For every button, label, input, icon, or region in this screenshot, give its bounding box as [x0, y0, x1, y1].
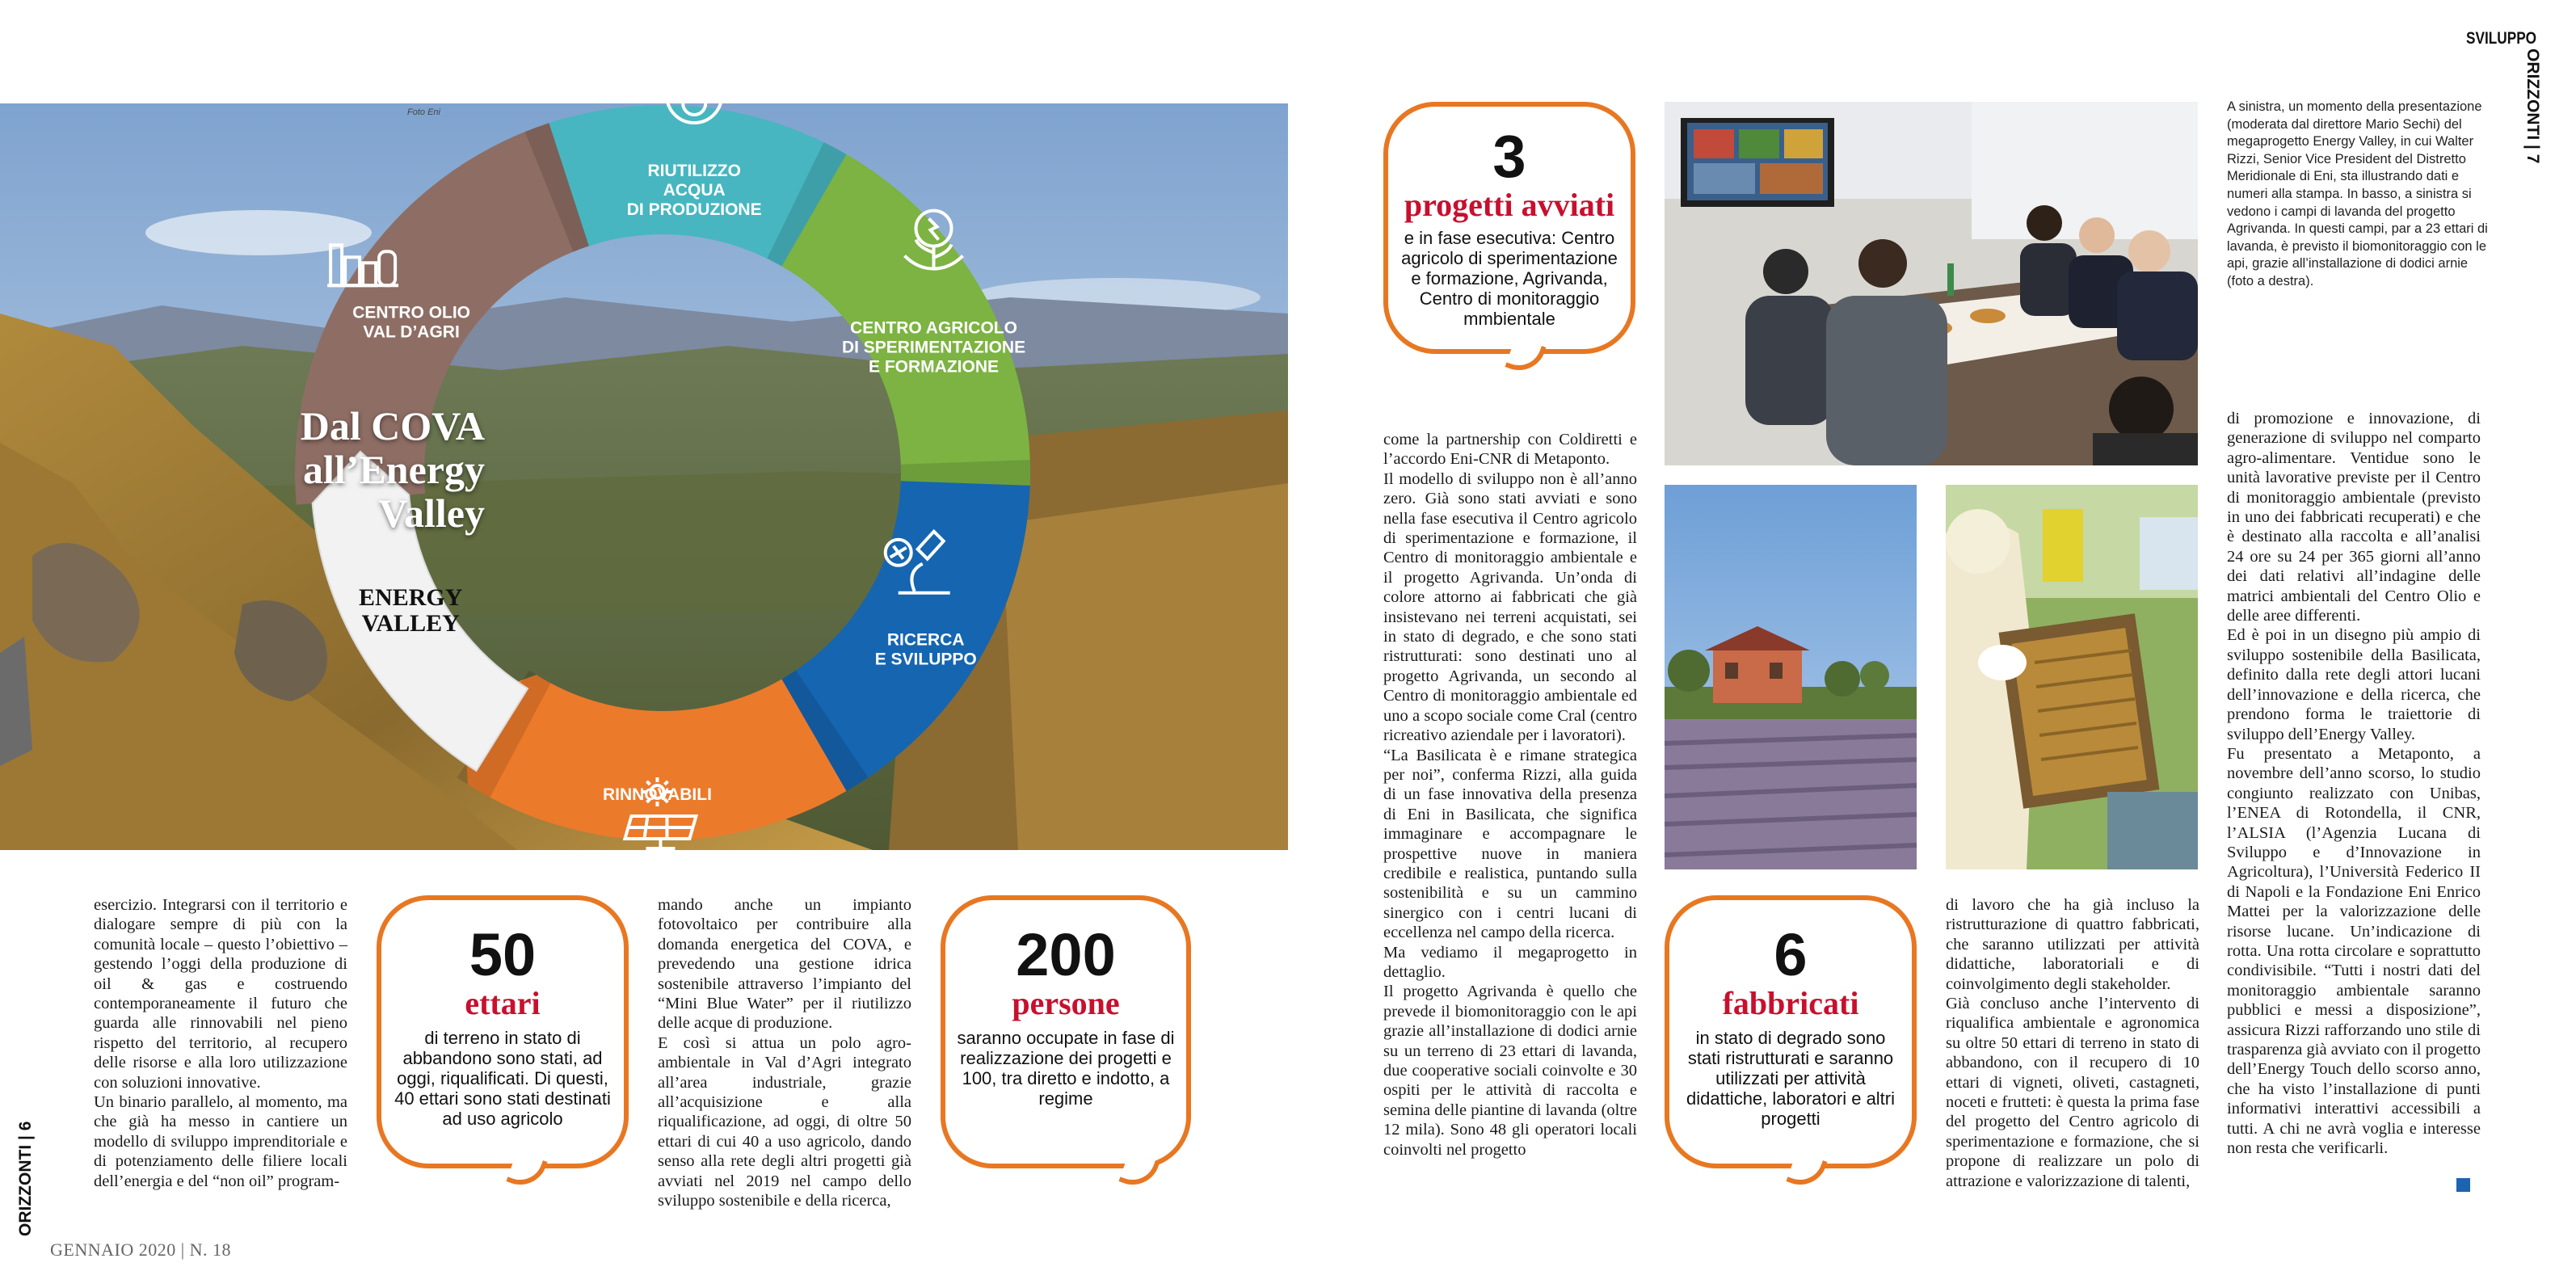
beehive-photo: [1946, 485, 2198, 869]
paragraph: di lavoro che ha già incluso la ristrutturazione di quattro fabbricati, che saranno utilizzati per attività didattiche, laboratoriali e di coinvolgimento degli stakeholder.: [1946, 896, 2199, 993]
cycle-label-cova: VAL D’AGRI: [363, 322, 460, 342]
callout-progetti-number: 3: [1492, 123, 1526, 190]
lavender-photo: [1665, 485, 1917, 869]
text-column-1: [94, 895, 347, 1191]
text-column-5: [2227, 409, 2481, 1158]
callout-tail: [506, 1151, 547, 1192]
cycle-label-energy: VALLEY: [361, 610, 460, 637]
callout-persone-text: saranno occupate in fase di realizzazione dei progetti e 100, tra diretto e indotto, a regime: [957, 1028, 1175, 1109]
infographic-title-line2: all’Energy Valley: [303, 447, 485, 536]
callout-ettari-text: di terreno in stato di abbandono sono stati, ad oggi, riqualificati. Di questi, 40 ettari sono stati destinati ad uso agricolo: [394, 1028, 611, 1129]
paragraph: Un binario parallelo, al momento, ma che già ha messo in cantiere un modello di sviluppo imprenditoriale e di potenziamento delle filiere locali dell’energia e del “non oil” program-: [94, 1093, 347, 1190]
callout-fabbricati-text: in stato di degrado sono stati ristrutturati e saranno utilizzati per attività didattiche, laboratori e altri progetti: [1686, 1028, 1896, 1129]
cycle-label-water: RIUTILIZZO: [647, 162, 741, 181]
paragraph: Il progetto Agrivanda è quello che prevede il biomonitoraggio con le api grazie all’installazione di dodici arnie su un terreno di 23 ettari di lavanda, due cooperative sociali coinvolte e 30 ospiti per le attività di raccolta e semina delle piantine di lavanda (oltre 12 mila). Sono 48 gli operatori locali coinvolti nel progetto: [1383, 983, 1637, 1159]
paragraph: esercizio. Integrarsi con il territorio e dialogare sempre di più con la comunità locale – questo l’obiettivo – gestendo l’oggi della produzione di oil & gas e costruendo contemporaneamente il futuro che guarda alle rinnovabili nel pieno rispetto del territorio, al recupero delle risorse e alla loro utilizzazione con soluzioni innovative.: [94, 896, 347, 1092]
callout-tail: [1505, 336, 1546, 377]
paragraph: Ed è poi in un disegno più ampio di sviluppo sostenibile della Basilicata, definito dalla rete degli attori lucani dell’innovazione e della ricerca, che prendono forma le traiettorie di sviluppo dell’Energy Valley.: [2227, 626, 2481, 743]
text-column-2: [658, 895, 911, 1211]
photo-credit: Foto Eni: [407, 107, 440, 117]
cycle-label-cova: CENTRO OLIO: [352, 303, 471, 322]
callout-ettari-heading: ettari: [465, 985, 541, 1021]
infographic-title-line1: Dal COVA: [300, 403, 485, 448]
callout-progetti-text: e in fase esecutiva: Centro agricolo di sperimentazione e formazione, Agrivanda, Centro di monitoraggio mmbientale: [1401, 228, 1618, 329]
paragraph: mando anche un impianto fotovoltaico per contribuire alla domanda energetica del COVA, e prevedendo una gestione idrica sostenibile attraverso l’impianto del “Mini Blue Water” per il riutilizzo delle acque di produzione.: [658, 896, 911, 1033]
cycle-label-agri: CENTRO AGRICOLO: [850, 318, 1017, 338]
cycle-label-energy: ENERGY: [359, 584, 463, 611]
callout-fabbricati: [1665, 895, 1917, 1168]
cycle-label-research: RICERCA: [886, 630, 965, 650]
cycle-label-agri: E FORMAZIONE: [869, 357, 1000, 377]
paragraph: “La Basilicata è e rimane strategica per noi”, conferma Rizzi, alla guida di un fase innovativa della presenza di Eni in Basilicata, che significa immaginare e accompagnare le prospettive nuove in maniera credibile e realistica, puntando sulla sostenibilità e su un cammino sinergico con i centri lucani di eccellenza nel campo della ricerca.: [1383, 746, 1637, 942]
cycle-label-research: E SVILUPPO: [874, 650, 977, 669]
water-recycle-icon: [667, 60, 722, 123]
cycle-segment-agri: [782, 154, 1031, 531]
text-column-3: [1383, 430, 1637, 1160]
callout-ettari-number: 50: [469, 921, 537, 988]
paragraph: Già concluso anche l’intervento di riqualifica ambientale e agronomica su oltre 50 ettari di terreno in stato di abbandono, con il recupero di 10 ettari di vigneti, oliveti, castagneti, noceti e frutteti: è questa la prima fase del progetto del Centro agricolo di sperimentazione e formazione, che si propone di realizzare un polo di attrazione e valorizzazione di talenti,: [1946, 995, 2199, 1190]
callout-fabbricati-heading: fabbricati: [1722, 985, 1859, 1021]
meeting-photo: [1665, 102, 2198, 465]
cycle-label-water: DI PRODUZIONE: [626, 200, 762, 220]
cycle-label-agri: DI SPERIMENTAZIONE: [841, 338, 1026, 357]
section-tag: SVILUPPO: [2466, 29, 2537, 48]
callout-persone-heading: persone: [1012, 985, 1120, 1021]
paragraph: di promozione e innovazione, di generazione di sviluppo nel comparto agro-alimentare. Ventidue sono le unità lavorative previste per il Centro di monitoraggio ambientale (previsto in uno dei fabbricati recuperati) e che è destinato alla raccolta e all’analisi 24 ore su 24 per 365 giorni all’anno dei dati relativi all’indagine delle matrici ambientali del Centro Olio e delle aree differenti.: [2227, 410, 2481, 625]
paragraph: Ma vediamo il megaprogetto in dettaglio.: [1383, 943, 1637, 981]
text-column-4: [1946, 895, 2199, 1191]
photo-caption: A sinistra, un momento della presentazione (moderata dal direttore Mario Sechi) del megaprogetto Energy Valley, in cui Walter Rizzi, Senior Vice President del Distretto Meridionale di Eni, sta illustrando dati e numeri alla stampa. In basso, a sinistra si vedono i campi di lavanda del progetto Agrivanda. In questi campi, par a 23 ettari di lavanda, è previsto il biomonitoraggio con le api, grazie all’installazione di dodici arnie (foto a destra).: [2227, 99, 2488, 288]
folio-right: ORIZZONTI | 7: [2523, 48, 2542, 164]
callout-fabbricati-number: 6: [1774, 921, 1808, 988]
callout-progetti: [1383, 102, 1635, 354]
paragraph: come la partnership con Coldiretti e l’accordo Eni-CNR di Metaponto.: [1383, 431, 1637, 469]
end-of-article-mark: [2456, 1178, 2470, 1192]
callout-progetti-heading: progetti avviati: [1404, 187, 1615, 223]
paragraph: E così si attua un polo agro-ambientale in Val d’Agri integrato all’area industriale, grazie all’acquisizione e alla riqualificazione, ad oggi, di oltre 50 ettari di cui 40 a uso agricolo, dando senso alla rete degli altri progetti già avviati nel 2019 nel campo dello sviluppo sostenibile e della ricerca,: [658, 1033, 911, 1210]
infographic-title: [242, 404, 485, 535]
paragraph: Fu presentato a Metaponto, a novembre dell’anno scorso, lo studio congiunto realizzato con Unibas, l’ENEA di Rotondella, il CNR, l’ALSIA (l’Agenzia Lucana di Sviluppo e d’Innovazione in Agricoltura), l’Università Federico II di Napoli e la Fondazione Eni Enrico Mattei per la valorizzazione delle risorse lucane. Un’indicazione di rotta. Una rotta circolare e soprattutto condivisibile. “Tutti i nostri dati del monitoraggio ambientale saranno pubblici e messi a disposizione”, assicura Rizzi rafforzando uno stile di trasparenza già avviato con il progetto dell’Energy Touch dello scorso anno, che ha visto l’installazione di punti informativi interattivi accessibili a tutti. A chi ne avrà voglia e interesse non resta che verificarli.: [2227, 744, 2481, 1158]
callout-persone-number: 200: [1016, 921, 1116, 988]
callout-tail: [1786, 1151, 1827, 1192]
cycle-label-water: ACQUA: [663, 181, 726, 200]
callout-persone: [941, 895, 1191, 1168]
callout-ettari: [377, 895, 629, 1168]
cycle-label-renew: RINNOVABILI: [602, 785, 712, 804]
folio-left: ORIZZONTI | 6: [16, 1121, 35, 1236]
footer-issue: GENNAIO 2020 | N. 18: [50, 1240, 231, 1260]
paragraph: Il modello di sviluppo non è all’anno zero. Già sono stati avviati e sono nella fase esecutiva il Centro agricolo di sperimentazione e formazione, il Centro di monitoraggio ambientale e il progetto Agrivanda. Un’onda di colore attorno ai fabbricati che già insistevano nei terreni acquistati, sei in stato di degrado, e che sono stati ristrutturati: sono destinati uno al progetto Agrivanda, un secondo al Centro di monitoraggio ambientale ed uno a scopo sociale come Cral (centro ricreativo aziendale per i lavoratori).: [1383, 469, 1637, 745]
callout-tail: [1118, 1151, 1160, 1192]
